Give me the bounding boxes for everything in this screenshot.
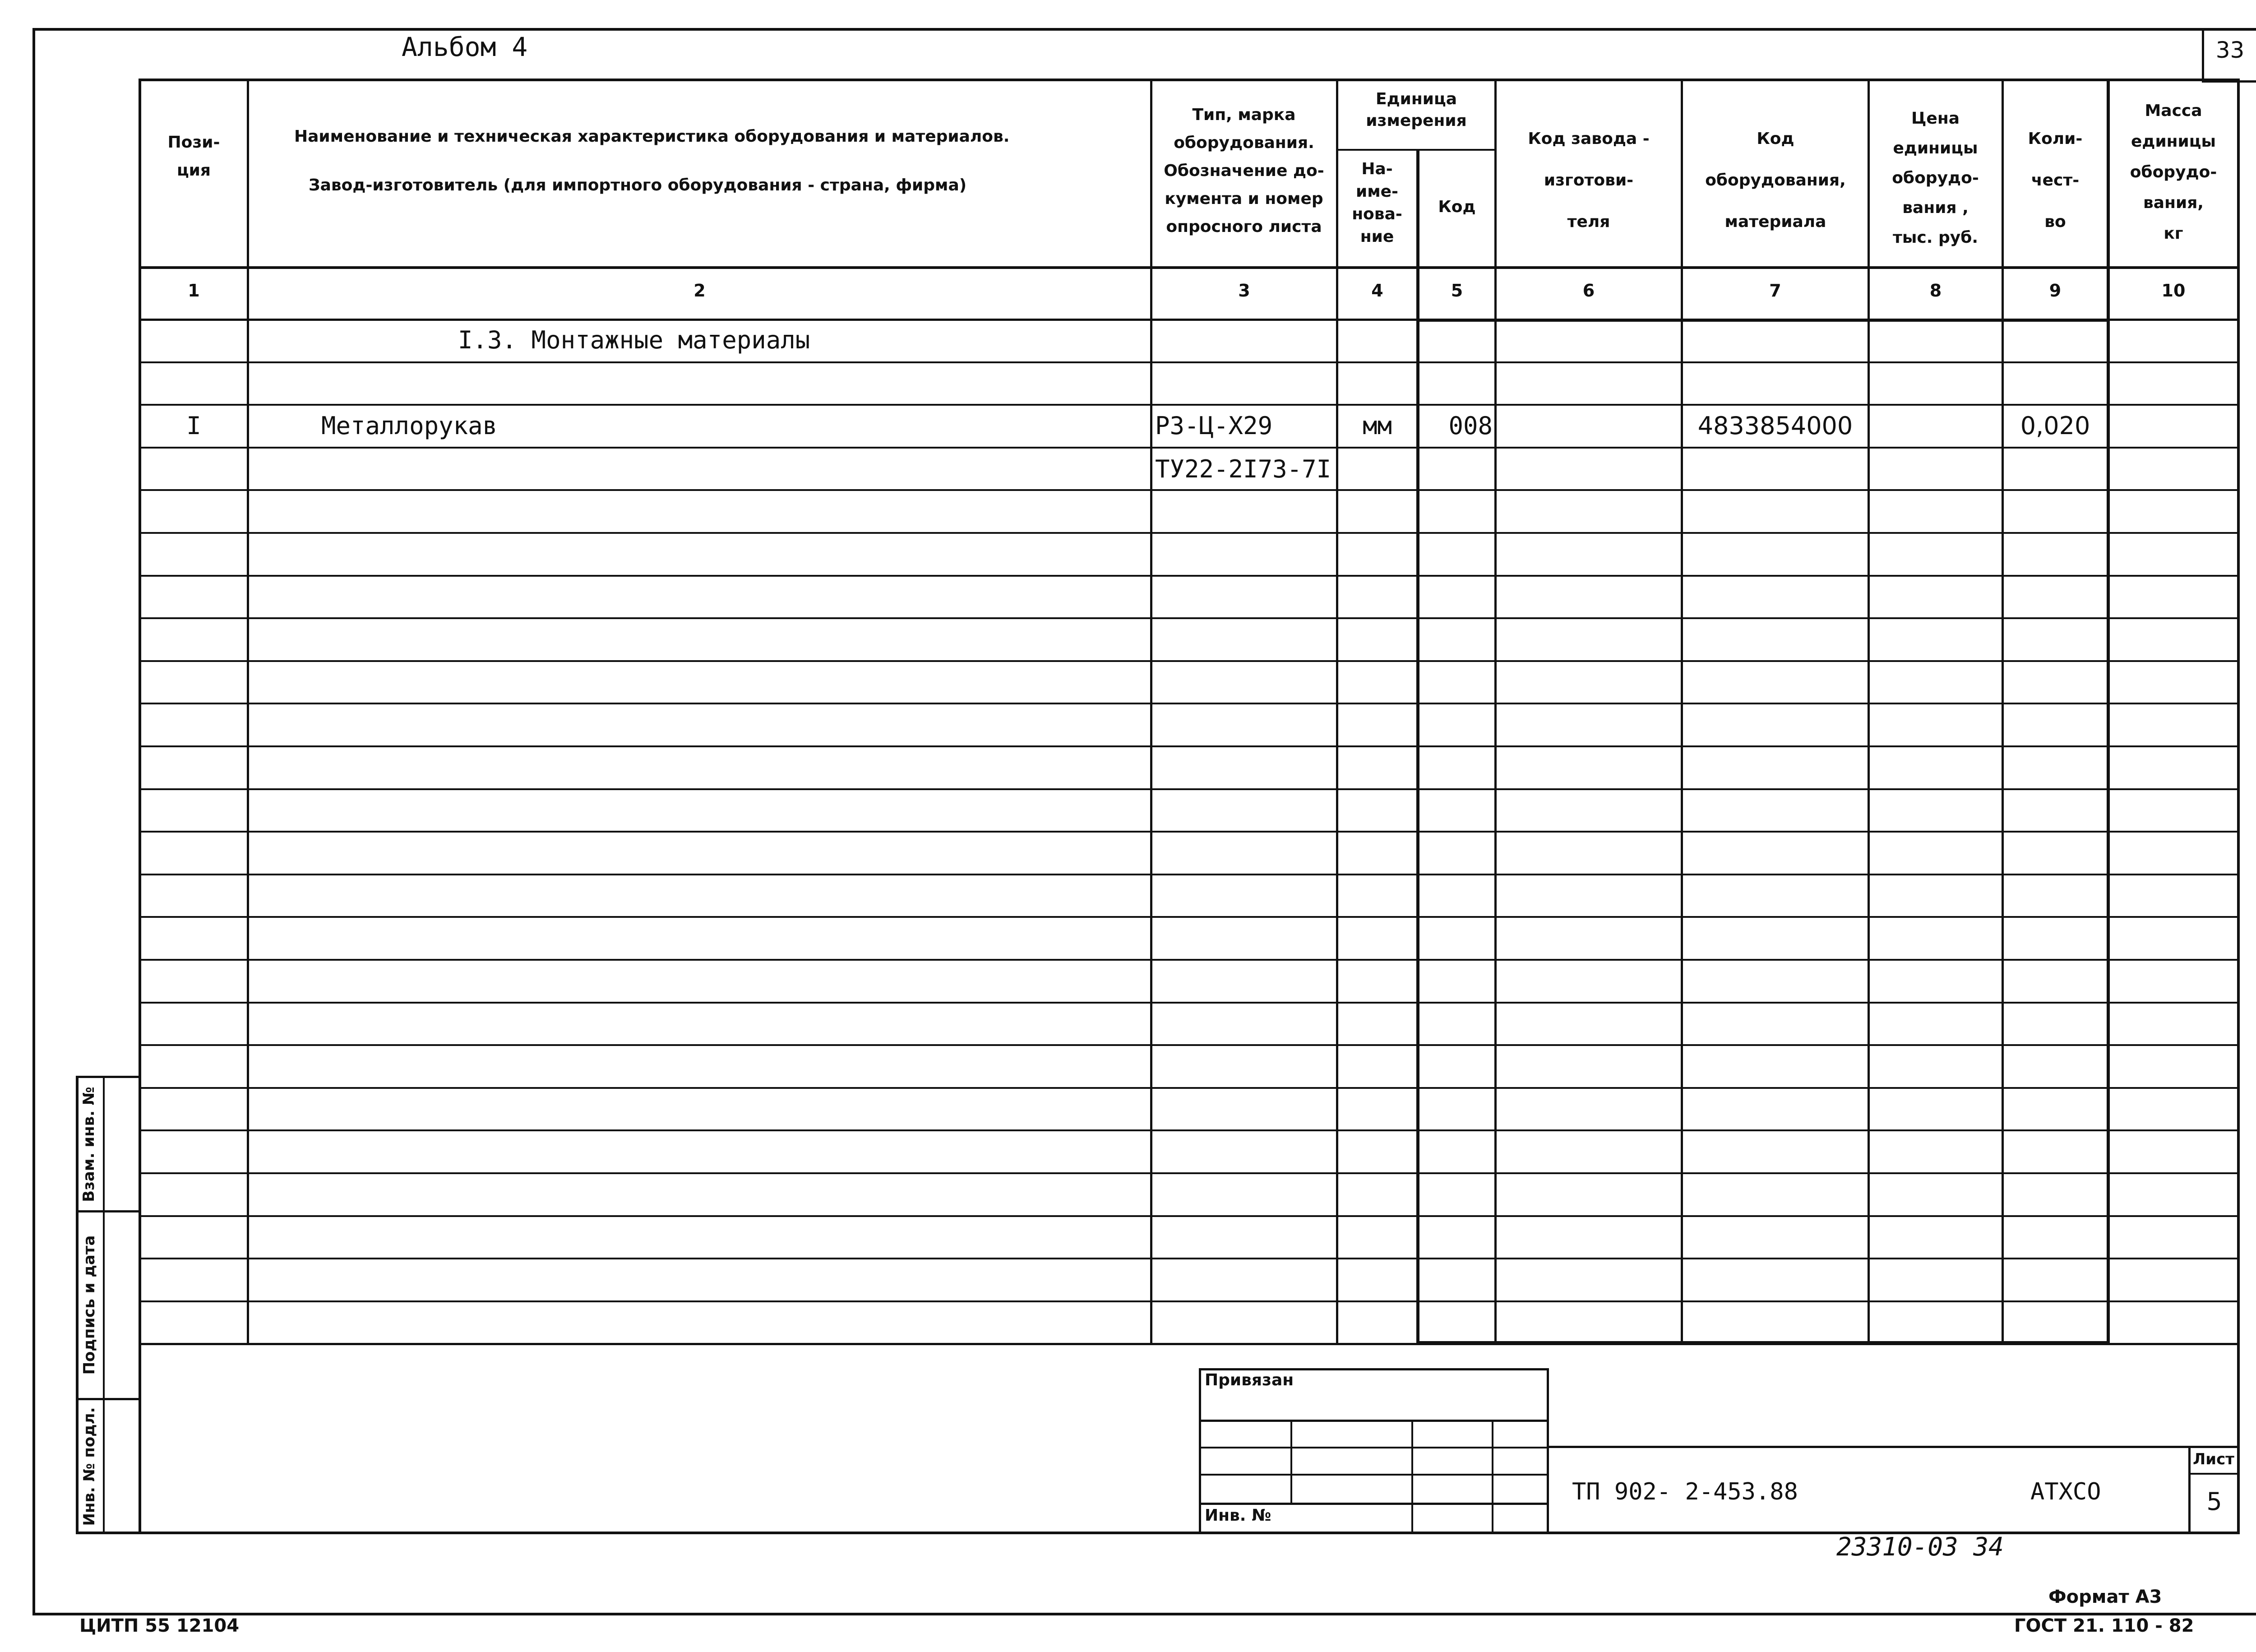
table-row-divider <box>139 1215 2240 1217</box>
table-row-divider <box>139 617 2240 619</box>
table-row-divider <box>139 532 2240 534</box>
table-row-divider <box>139 788 2240 790</box>
table-row-divider <box>139 959 2240 961</box>
table-row-divider <box>139 1044 2240 1046</box>
table-row-divider <box>139 1258 2240 1259</box>
table-row-divider <box>139 660 2240 662</box>
col-num-2: 2 <box>693 281 706 301</box>
designation: АТХСО <box>2030 1478 2101 1505</box>
table-row-divider <box>139 404 2240 406</box>
header-name-line1: Наименование и техническая характеристика оборудования и материалов. <box>294 127 1010 146</box>
sheet-label: Лист <box>2193 1450 2234 1468</box>
table-row-divider <box>139 1129 2240 1131</box>
table-row-divider <box>139 1087 2240 1089</box>
header-quantity: Коли- чест- во <box>2028 130 2083 231</box>
table-row-divider <box>139 874 2240 875</box>
page-number: 33 <box>2215 37 2245 63</box>
side-label-inv-replace: Взам. инв. № <box>80 1087 98 1202</box>
table-row-divider <box>139 916 2240 918</box>
row-1-quantity: 0,020 <box>2020 412 2090 440</box>
table-row-divider <box>139 831 2240 833</box>
col-num-9: 9 <box>2049 281 2062 301</box>
col-num-6: 6 <box>1582 281 1595 301</box>
table-row-divider <box>139 1172 2240 1174</box>
row-1-unit: мм <box>1362 412 1392 440</box>
section-title: I.3. Монтажные материалы <box>458 326 810 354</box>
format-label: Формат А3 <box>2048 1587 2162 1607</box>
col-num-7: 7 <box>1769 281 1781 301</box>
header-type: Тип, марка оборудования. Обозначение до- кумента и номер опросного листа <box>1164 106 1324 236</box>
row-1-name: Металлорукав <box>321 412 498 440</box>
side-label-inv-orig: Инв. № подл. <box>80 1407 98 1526</box>
table-row-divider <box>139 575 2240 577</box>
album-title: Альбом 4 <box>402 32 528 62</box>
table-row-divider <box>139 1002 2240 1004</box>
footer-right: ГОСТ 21. 110 - 82 <box>2014 1615 2194 1636</box>
header-position: Пози- ция <box>167 133 220 180</box>
row-1-type: Р3-Ц-Х29 <box>1155 412 1273 440</box>
col-num-5: 5 <box>1451 281 1463 301</box>
col-num-4: 4 <box>1371 281 1383 301</box>
header-name-line2: Завод-изготовитель (для импортного оборудования - страна, фирма) <box>309 176 967 194</box>
row-1-equipment-code: 4833854000 <box>1697 412 1853 440</box>
table-row-divider <box>139 361 2240 363</box>
header-unit-code: Код <box>1438 198 1476 216</box>
header-equipment-code: Код оборудования, материала <box>1705 130 1846 231</box>
table-row-divider <box>139 745 2240 747</box>
table-row-divider <box>139 489 2240 491</box>
row-2-type: ТУ22-2I73-7I <box>1155 455 1331 483</box>
document-code: ТП 902- 2-453.88 <box>1572 1478 1798 1505</box>
header-unit-group: Единица измерения <box>1366 90 1467 130</box>
handwritten-number: 23310-03 34 <box>1836 1532 2004 1562</box>
side-label-sign-date: Подпись и дата <box>80 1235 98 1375</box>
table-row-divider <box>139 1300 2240 1302</box>
header-unit-name: На- име- нова- ние <box>1352 160 1402 246</box>
row-1-position: I <box>186 412 201 440</box>
header-factory-code: Код завода - изготови- теля <box>1528 130 1650 231</box>
col-num-8: 8 <box>1929 281 1942 301</box>
col-num-3: 3 <box>1238 281 1250 301</box>
inv-label: Инв. № <box>1205 1506 1271 1525</box>
header-mass: Масса единицы оборудо- вания, кг <box>2130 102 2217 243</box>
bound-label: Привязан <box>1205 1371 1294 1389</box>
table-row-divider <box>139 447 2240 449</box>
col-num-1: 1 <box>188 281 200 301</box>
sheet-number: 5 <box>2206 1487 2222 1516</box>
header-price: Цена единицы оборудо- вания , тыс. руб. <box>1892 109 1979 247</box>
col-num-10: 10 <box>2161 281 2186 301</box>
footer-left: ЦИТП 55 12104 <box>79 1615 240 1636</box>
row-1-unit-code: 008 <box>1448 412 1493 440</box>
table-row-divider <box>139 703 2240 704</box>
